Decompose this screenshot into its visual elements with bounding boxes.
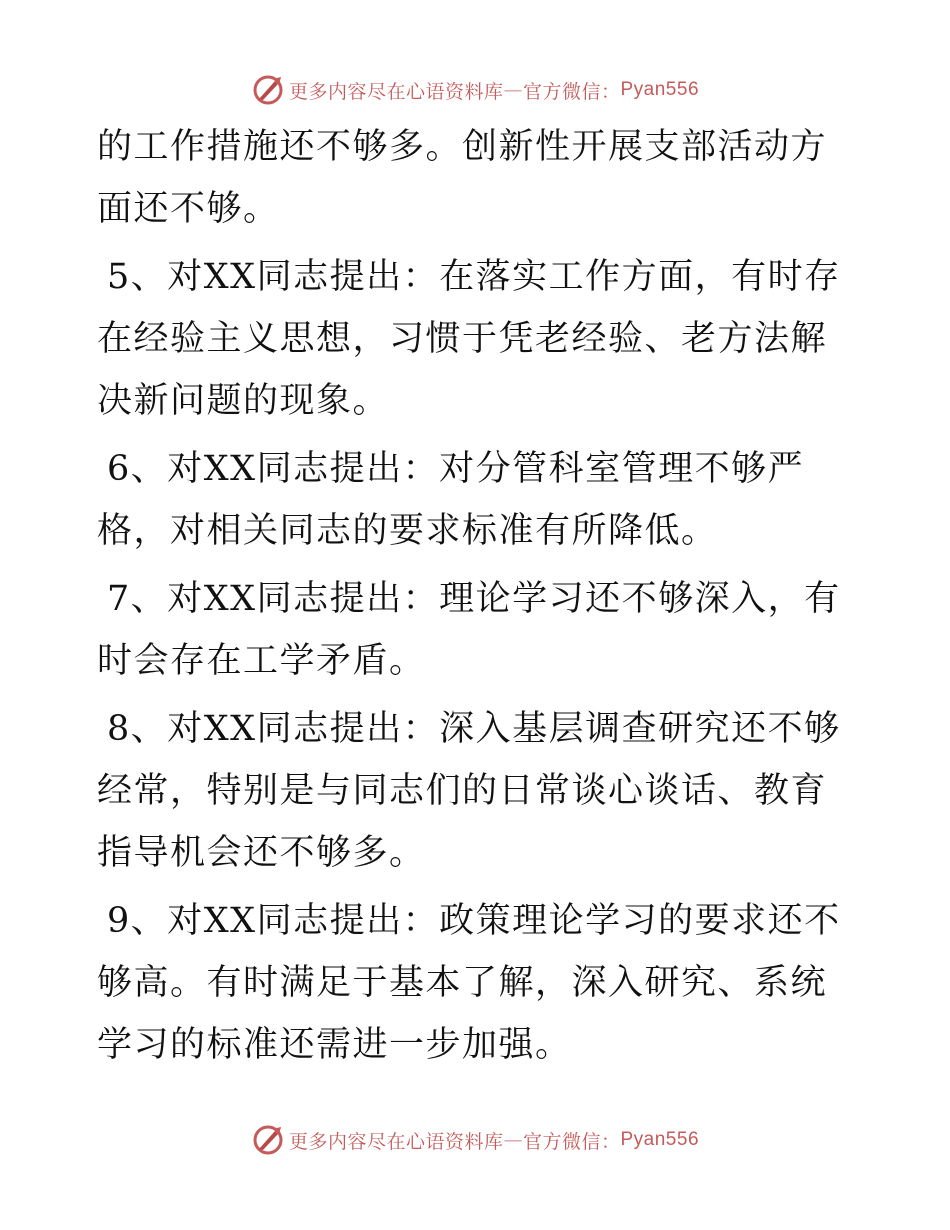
header-watermark [0, 72, 950, 108]
paragraph-item-8: 8、对XX同志提出：深入基层调查研究还不够经常，特别是与同志们的日常谈心谈话、教育指导机会还不够多。 [97, 709, 841, 873]
watermark-label: 官方微信： [522, 80, 621, 103]
watermark-wechat-id: Pyan556 [620, 79, 700, 100]
paragraph-continuation: 的工作措施还不够多。创新性开展支部活动方面还不够。 [97, 127, 828, 229]
document-body [97, 116, 857, 1082]
paragraph-item-9: 9、对XX同志提出：政策理论学习的要求还不够高。有时满足于基本了解，深入研究、系统学习的标准还需进一步加强。 [97, 901, 841, 1065]
watermark-main-text: 更多内容尽在心语资料库 [288, 1130, 504, 1153]
watermark-separator: — [503, 1129, 523, 1151]
watermark-separator: — [503, 79, 523, 101]
footer-watermark [0, 1122, 950, 1158]
quill-logo-icon [251, 73, 285, 107]
watermark-label: 官方微信： [522, 1130, 621, 1153]
paragraph-item-6: 6、对XX同志提出：对分管科室管理不够严格，对相关同志的要求标准有所降低。 [97, 449, 805, 551]
quill-logo-icon [251, 1123, 285, 1157]
watermark-main-text: 更多内容尽在心语资料库 [288, 80, 504, 103]
paragraph-item-5: 5、对XX同志提出：在落实工作方面，有时存在经验主义思想，习惯于凭老经验、老方法解决新问题的现象。 [97, 257, 841, 421]
paragraph-item-7: 7、对XX同志提出：理论学习还不够深入，有时会存在工学矛盾。 [97, 579, 841, 681]
watermark-wechat-id: Pyan556 [620, 1129, 700, 1150]
